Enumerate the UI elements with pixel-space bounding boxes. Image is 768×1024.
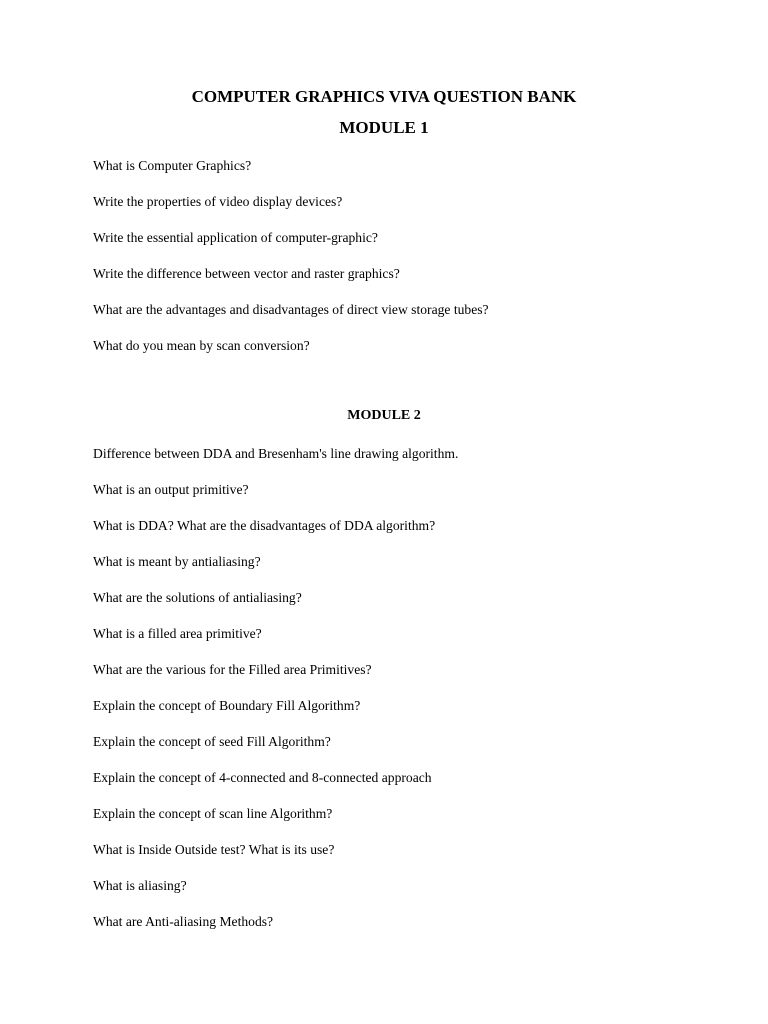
question-item: Write the essential application of computer-graphic? bbox=[93, 230, 378, 245]
question-item: What are the advantages and disadvantages of direct view storage tubes? bbox=[93, 302, 489, 317]
question-item: Difference between DDA and Bresenham's line drawing algorithm. bbox=[93, 446, 459, 461]
module-2-question-list bbox=[93, 445, 458, 949]
module-1-question-list bbox=[93, 157, 489, 373]
question-item: What is DDA? What are the disadvantages of DDA algorithm? bbox=[93, 518, 436, 533]
question-item: What is Inside Outside test? What is its use? bbox=[93, 842, 335, 857]
question-item: Explain the concept of scan line Algorithm? bbox=[93, 806, 333, 821]
question-item: What is a filled area primitive? bbox=[93, 626, 262, 641]
question-item: Explain the concept of 4-connected and 8-connected approach bbox=[93, 770, 432, 785]
question-item: What is aliasing? bbox=[93, 878, 187, 893]
question-item: What are the solutions of antialiasing? bbox=[93, 590, 302, 605]
question-item: What do you mean by scan conversion? bbox=[93, 338, 310, 353]
document-title: COMPUTER GRAPHICS VIVA QUESTION BANK bbox=[191, 87, 577, 106]
question-item: What is meant by antialiasing? bbox=[93, 554, 261, 569]
question-item: What is Computer Graphics? bbox=[93, 158, 252, 173]
question-item: Write the difference between vector and raster graphics? bbox=[93, 266, 400, 281]
question-item: What are the various for the Filled area Primitives? bbox=[93, 662, 372, 677]
module-2-heading: MODULE 2 bbox=[347, 408, 421, 423]
question-item: What is an output primitive? bbox=[93, 482, 249, 497]
question-item: Explain the concept of seed Fill Algorithm? bbox=[93, 734, 331, 749]
question-item: What are Anti-aliasing Methods? bbox=[93, 914, 274, 929]
question-item: Explain the concept of Boundary Fill Algorithm? bbox=[93, 698, 361, 713]
module-1-heading: MODULE 1 bbox=[339, 118, 429, 137]
question-item: Write the properties of video display devices? bbox=[93, 194, 343, 209]
